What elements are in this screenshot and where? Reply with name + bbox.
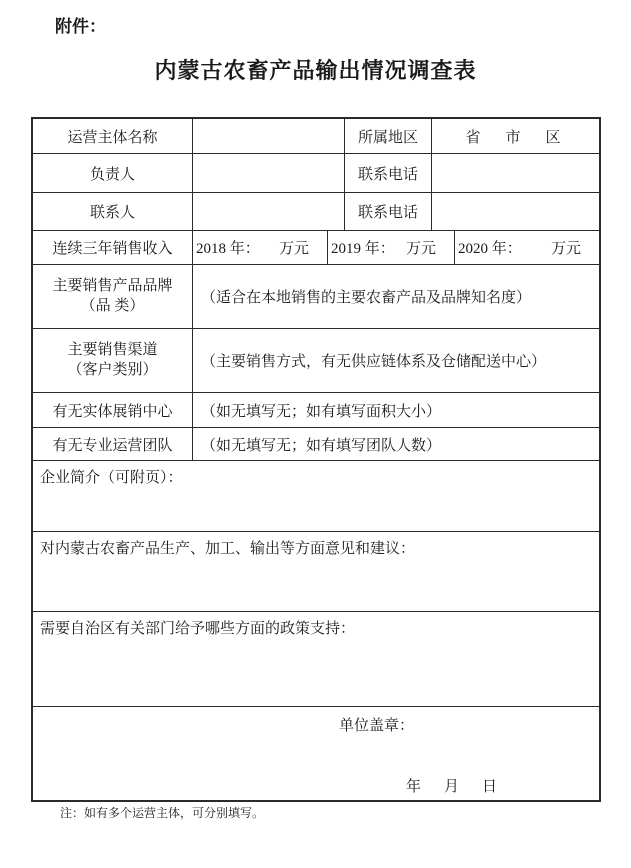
contact-person-label: 联系人 [33, 193, 193, 230]
row-operations-team [33, 428, 599, 461]
revenue-label: 连续三年销售收入 [33, 231, 193, 264]
row-policy-support [33, 612, 599, 707]
attachment-label: 附件： [55, 17, 106, 36]
revenue-2018-field[interactable] [193, 231, 328, 264]
row-sales-channels [33, 329, 599, 393]
sales-channels-label [33, 329, 193, 392]
unit-stamp-label: 单位盖章： [339, 718, 415, 734]
company-profile-field[interactable]: 企业简介（可附页）： [40, 470, 183, 486]
phone-label-2: 联系电话 [345, 193, 432, 230]
operations-team-field[interactable]: （如无填写无；如有填写团队人数） [201, 437, 442, 454]
page-title: 内蒙古农畜产品输出情况调查表 [154, 58, 477, 83]
person-in-charge-label: 负责人 [33, 154, 193, 192]
contact-person-field[interactable] [193, 193, 345, 230]
product-brands-label-line2: （品 类） [80, 298, 145, 314]
exhibition-center-field[interactable]: （如无填写无；如有填写面积大小） [201, 403, 442, 420]
sales-channels-field[interactable]: （主要销售方式，有无供应链体系及仓储配送中心） [201, 354, 547, 370]
row-exhibition-center [33, 393, 599, 428]
operations-team-label: 有无专业运营团队 [33, 428, 193, 460]
row-contact-person [33, 193, 599, 231]
product-brands-field[interactable]: （适合在本地销售的主要农畜产品及品牌知名度） [201, 290, 532, 306]
survey-form-table [31, 117, 601, 802]
date-label: 年 月 日 [406, 779, 502, 795]
revenue-2020-field[interactable] [455, 231, 599, 264]
entity-name-label: 运营主体名称 [33, 119, 193, 153]
revenue-2019-prefix: 2019 年： [331, 241, 395, 257]
revenue-2020-prefix: 2020 年： [458, 241, 522, 257]
entity-name-field[interactable] [193, 119, 345, 153]
exhibition-center-label: 有无实体展销中心 [33, 393, 193, 427]
sales-channels-label-line1: 主要销售渠道 [67, 341, 158, 358]
phone-label-1: 联系电话 [345, 154, 432, 192]
row-company-profile [33, 461, 599, 532]
person-in-charge-field[interactable] [193, 154, 345, 192]
region-label: 所属地区 [345, 119, 432, 153]
product-brands-label-line1: 主要销售产品品牌 [52, 277, 173, 294]
revenue-2019-field[interactable] [328, 231, 455, 264]
row-revenue [33, 231, 599, 265]
sales-channels-label-line2: （客户类别） [67, 362, 158, 378]
row-opinions [33, 532, 599, 612]
row-entity-name [33, 119, 599, 154]
revenue-2020-unit: 万元 [550, 241, 581, 257]
phone-field-2[interactable] [432, 193, 599, 230]
opinions-field[interactable]: 对内蒙古农畜产品生产、加工、输出等方面意见和建议： [40, 541, 416, 557]
region-field[interactable]: 省 市 区 [465, 129, 566, 146]
revenue-2018-prefix: 2018 年： [196, 241, 260, 257]
phone-field-1[interactable] [432, 154, 599, 192]
row-person-in-charge [33, 154, 599, 193]
policy-support-field[interactable]: 需要自治区有关部门给予哪些方面的政策支持： [40, 621, 356, 637]
revenue-2019-unit: 万元 [405, 241, 436, 257]
row-product-brands [33, 265, 599, 329]
revenue-2018-unit: 万元 [278, 241, 309, 257]
row-stamp-date [33, 707, 599, 800]
product-brands-label [33, 265, 193, 328]
footnote: 注：如有多个运营主体，可分别填写。 [60, 806, 265, 820]
